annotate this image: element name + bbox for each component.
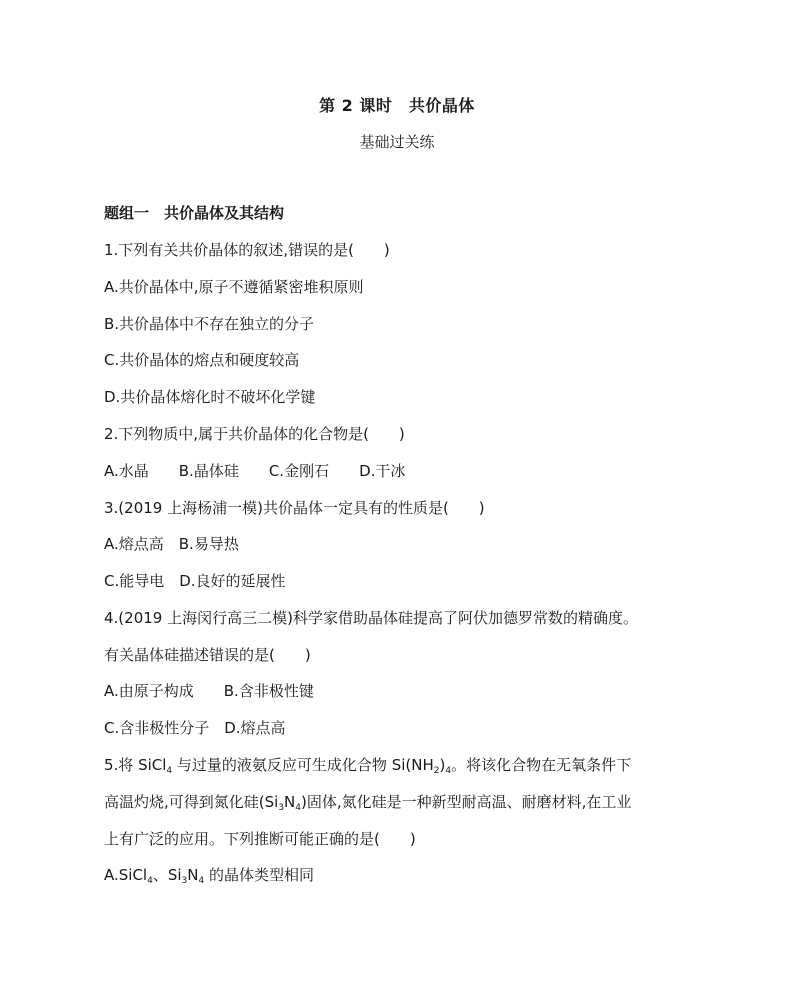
question-4-stem-line-1: 4.(2019 上海闵行高三二模)科学家借助晶体硅提高了阿伏加德罗常数的精确度。 bbox=[104, 609, 638, 627]
question-4-options-ab: A.由原子构成 B.含非极性键 bbox=[104, 682, 314, 700]
question-3-options-ab: A.熔点高 B.易导热 bbox=[104, 535, 239, 553]
section-subtitle: 基础过关练 bbox=[359, 133, 435, 151]
lesson-title: 第 2 课时 共价晶体 bbox=[319, 96, 475, 115]
question-1-option-c: C.共价晶体的熔点和硬度较高 bbox=[104, 351, 300, 369]
question-5-stem-line-3: 上有广泛的应用。下列推断可能正确的是( ) bbox=[104, 830, 416, 848]
question-2-options: A.水晶 B.晶体硅 C.金刚石 D.干冰 bbox=[104, 462, 406, 480]
question-4-stem-line-2: 有关晶体硅描述错误的是( ) bbox=[104, 646, 311, 664]
question-1-option-a: A.共价晶体中,原子不遵循紧密堆积原则 bbox=[104, 278, 364, 296]
question-3-stem: 3.(2019 上海杨浦一模)共价晶体一定具有的性质是( ) bbox=[104, 499, 485, 517]
question-1-stem: 1.下列有关共价晶体的叙述,错误的是( ) bbox=[104, 241, 390, 259]
question-2-stem: 2.下列物质中,属于共价晶体的化合物是( ) bbox=[104, 425, 405, 443]
question-5-stem-line-1: 5.将 SiCl$_4$ 与过量的液氨反应可生成化合物 $Si(NH_2)_4$。将该化合物在无氧条件下 bbox=[104, 756, 632, 776]
question-1-option-d: D.共价晶体熔化时不破坏化学键 bbox=[104, 388, 316, 406]
group-heading: 题组一 共价晶体及其结构 bbox=[104, 204, 285, 222]
question-5-option-a: A.SiCl$_4$、$Si_3N_4$ 的晶体类型相同 bbox=[104, 866, 315, 886]
question-4-options-cd: C.含非极性分子 D.熔点高 bbox=[104, 719, 286, 737]
question-3-options-cd: C.能导电 D.良好的延展性 bbox=[104, 572, 286, 590]
question-5-stem-line-2: 高温灼烧,可得到氮化硅$(Si_3N_4)$固体,氮化硅是一种新型耐高温、耐磨材料,在工业 bbox=[104, 793, 632, 813]
question-1-option-b: B.共价晶体中不存在独立的分子 bbox=[104, 315, 315, 333]
